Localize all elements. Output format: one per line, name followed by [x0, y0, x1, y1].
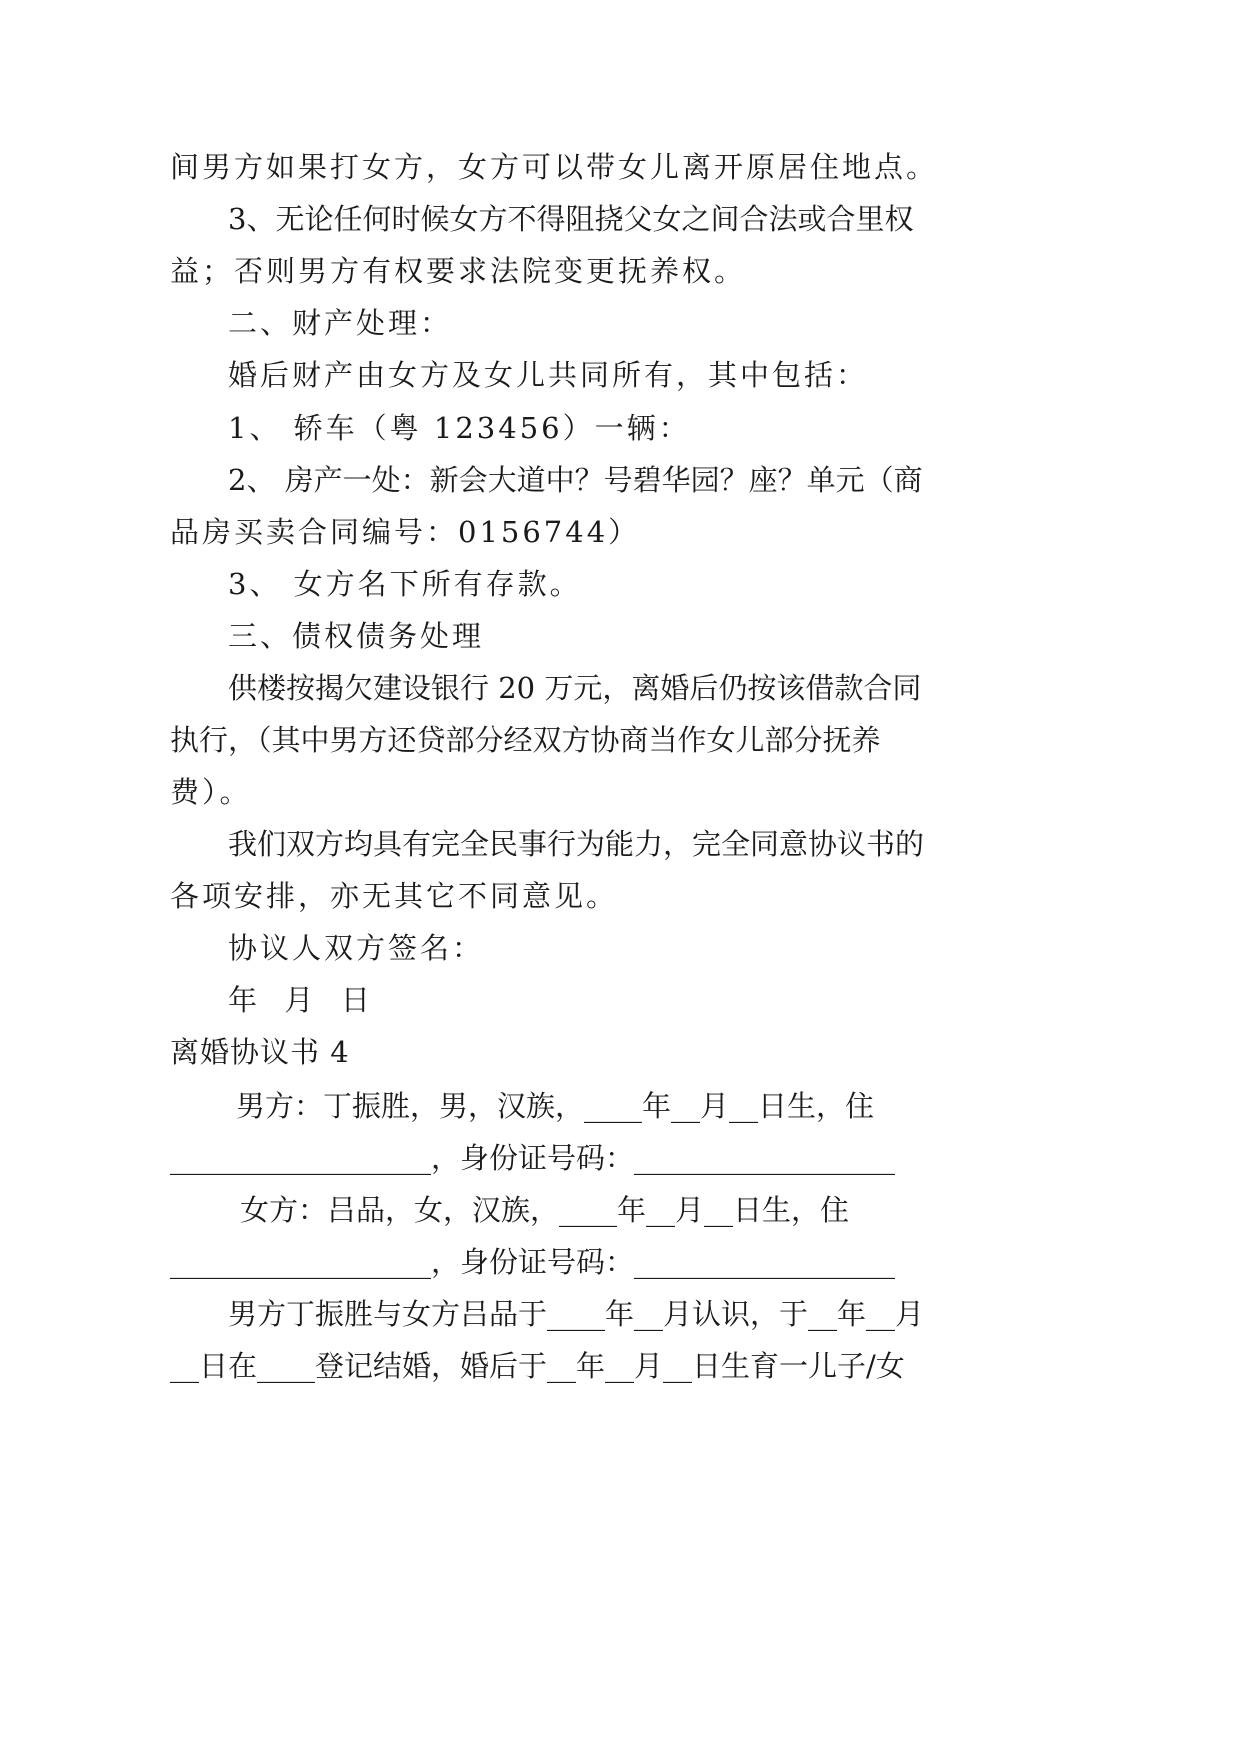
paragraph-line: 婚后财产由女方及女儿共同所有，其中包括： — [228, 358, 869, 392]
paragraph-line: 益；否则男方有权要求法院变更抚养权。 — [170, 254, 747, 288]
list-item: 2、 房产一处：新会大道中？号碧华园？座？单元（商 — [228, 463, 923, 497]
paragraph-line: 男方丁振胜与女方吕品于____年__月认识，于__年__月 — [228, 1297, 925, 1331]
party-info-line: __________________，身份证号码：__________________ — [170, 1245, 896, 1279]
paragraph-line: 供楼按揭欠建设银行 20 万元，离婚后仍按该借款合同 — [228, 671, 922, 705]
party-info-line: 男方：丁振胜，男，汉族，____年__月__日生，住 — [236, 1089, 875, 1123]
paragraph-line: 我们双方均具有完全民事行为能力，完全同意协议书的 — [228, 827, 925, 861]
section-heading: 二、财产处理： — [228, 306, 453, 340]
paragraph-line: 间男方如果打女方，女方可以带女儿离开原居住地点。 — [170, 150, 939, 184]
paragraph-line: 各项安排，亦无其它不同意见。 — [170, 879, 619, 913]
party-info-line: __________________，身份证号码：__________________ — [170, 1141, 896, 1175]
date-line: 年 月 日 — [228, 983, 373, 1017]
list-item: 1、 轿车（粤 123456）一辆： — [228, 411, 691, 445]
signature-label: 协议人双方签名： — [228, 931, 485, 965]
list-item: 3、 女方名下所有存款。 — [228, 567, 582, 601]
paragraph-line: 执行，（其中男方还贷部分经双方协商当作女儿部分抚养 — [170, 723, 881, 757]
section-heading: 三、债权债务处理 — [228, 619, 485, 653]
party-info-line: 女方：吕品，女，汉族，____年__月__日生，住 — [240, 1193, 850, 1227]
paragraph-line: 费）。 — [170, 775, 252, 809]
paragraph-line: __日在____登记结婚，婚后于__年__月__日生育一儿子/女 — [170, 1349, 905, 1383]
document-title: 离婚协议书 4 — [170, 1035, 350, 1069]
paragraph-line: 3、无论任何时候女方不得阻挠父女之间合法或合里权 — [228, 202, 914, 236]
paragraph-line: 品房买卖合同编号：0156744） — [170, 515, 641, 549]
